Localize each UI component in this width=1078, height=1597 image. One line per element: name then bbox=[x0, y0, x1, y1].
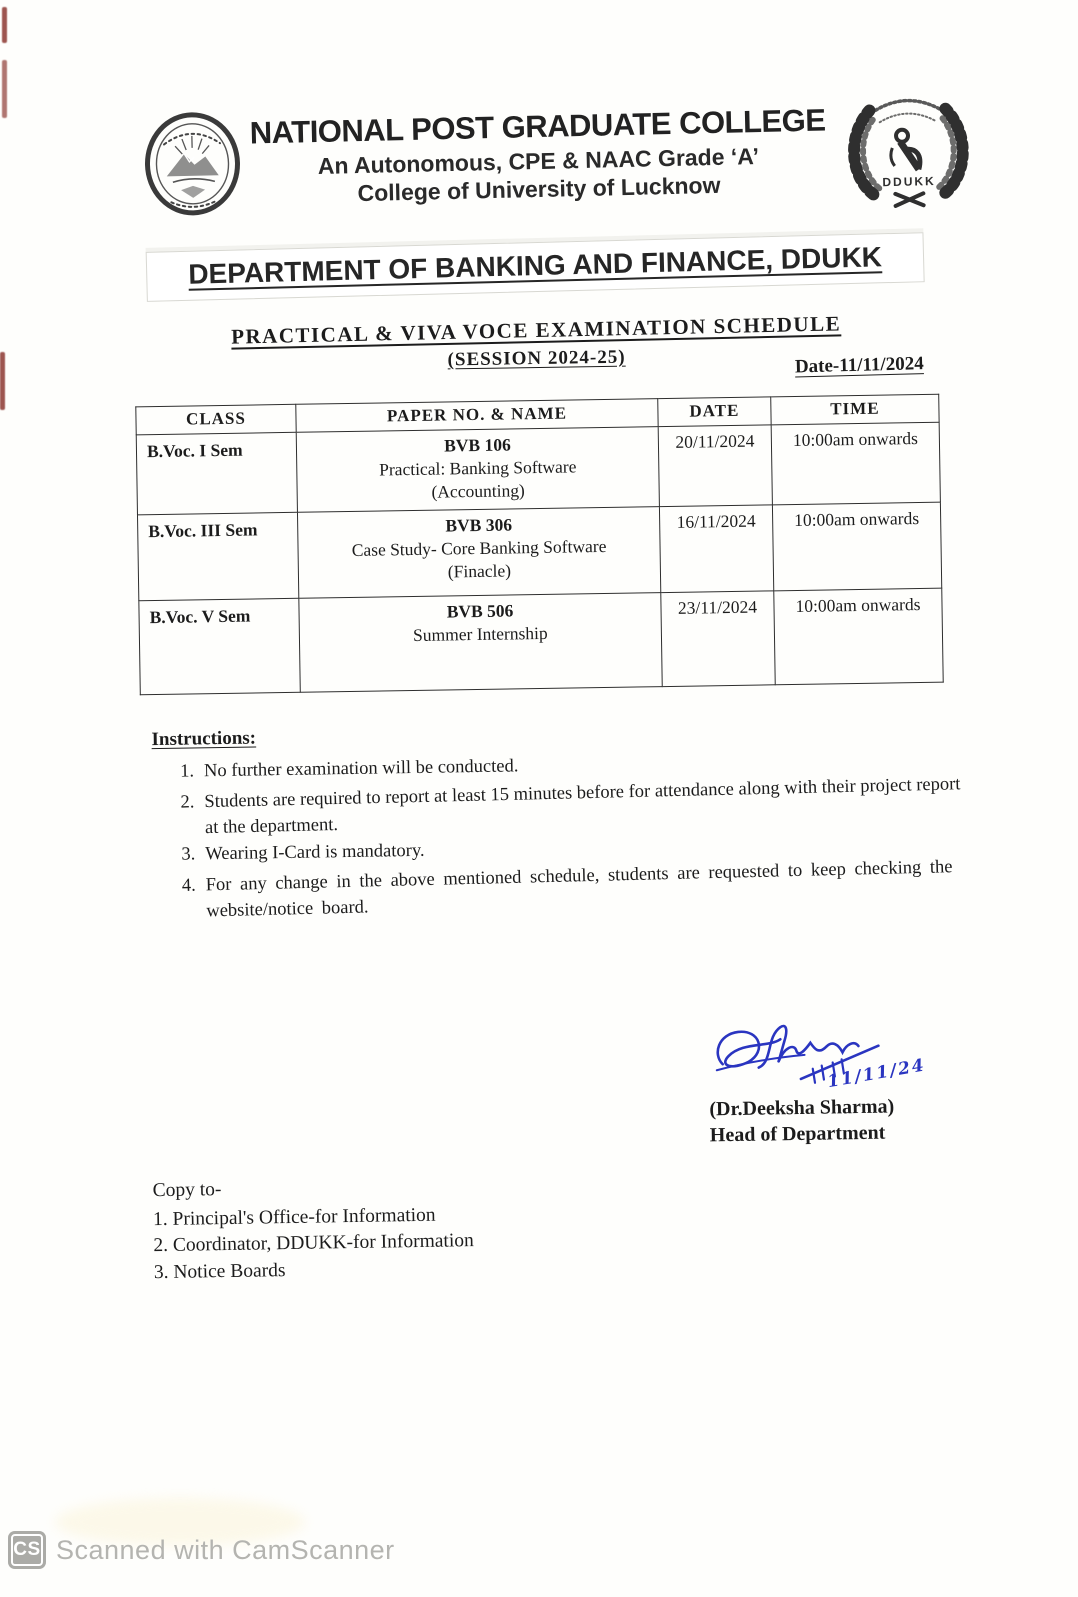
header-time: TIME bbox=[771, 394, 939, 425]
paper-cell bbox=[299, 593, 662, 693]
paper-cell bbox=[297, 507, 660, 599]
header-date: DATE bbox=[658, 397, 771, 427]
copy-to-section bbox=[152, 1163, 1078, 1287]
copy-to-item: 2. Coordinator, DDUKK-for Information bbox=[153, 1230, 474, 1257]
time-cell: 10:00am onwards bbox=[771, 422, 940, 505]
copy-to-item: 3. Notice Boards bbox=[153, 1260, 286, 1284]
instruction-number: 2. bbox=[180, 792, 195, 813]
session-title: (SESSION 2024-25) bbox=[447, 346, 626, 371]
college-title-block bbox=[241, 102, 835, 209]
header-class: CLASS bbox=[136, 404, 296, 435]
college-name: NATIONAL POST GRADUATE COLLEGE bbox=[249, 102, 826, 151]
instruction-text: Students are required to report at least 15 minutes before for attendance along with their project report at the department. bbox=[204, 774, 961, 839]
signature-handwritten-date: 11/11/24 bbox=[825, 1054, 928, 1092]
signature-block bbox=[708, 1014, 970, 1147]
department-title: DEPARTMENT OF BANKING AND FINANCE, DDUKK bbox=[187, 241, 883, 290]
college-seal-icon bbox=[141, 109, 243, 219]
signatory-designation: Head of Department bbox=[709, 1121, 886, 1146]
class-cell: B.Voc. I Sem bbox=[136, 432, 297, 515]
paper-number: BVB 506 bbox=[446, 600, 514, 622]
paper-name: Summer Internship bbox=[412, 622, 548, 645]
paper-note: (Finacle) bbox=[447, 560, 512, 582]
paper-name: Practical: Banking Software bbox=[378, 456, 577, 480]
department-banner-strip bbox=[146, 228, 925, 302]
camscanner-watermark bbox=[8, 1531, 395, 1569]
time-cell: 10:00am onwards bbox=[772, 502, 941, 591]
paper-note: (Accounting) bbox=[431, 480, 525, 502]
instruction-number: 3. bbox=[181, 844, 196, 865]
paper-number: BVB 306 bbox=[445, 514, 513, 536]
paper-number: BVB 106 bbox=[443, 434, 511, 456]
class-cell: B.Voc. V Sem bbox=[139, 598, 300, 695]
paper-cell bbox=[296, 427, 659, 513]
date-cell: 16/11/2024 bbox=[659, 505, 773, 593]
laurel-wreath-ddukk-icon bbox=[833, 82, 984, 213]
instructions-section bbox=[151, 716, 974, 922]
signatory-name: (Dr.Deeksha Sharma) bbox=[709, 1095, 895, 1120]
letterhead bbox=[141, 83, 944, 229]
copy-to-item: 1. Principal's Office-for Information bbox=[152, 1204, 436, 1230]
signature-art bbox=[708, 1014, 939, 1102]
camscanner-text: Scanned with CamScanner bbox=[56, 1534, 395, 1565]
table-row bbox=[139, 588, 943, 695]
wreath-ddukk-text: DDUKK bbox=[881, 173, 936, 190]
table-row bbox=[136, 422, 940, 515]
time-cell: 10:00am onwards bbox=[774, 588, 943, 685]
paper-name: Case Study- Core Banking Software bbox=[351, 535, 607, 560]
copy-to-heading: Copy to- bbox=[152, 1178, 222, 1201]
instruction-number: 4. bbox=[181, 875, 196, 897]
notice-date: Date-11/11/2024 bbox=[794, 353, 924, 378]
exam-schedule-table bbox=[135, 394, 943, 696]
instruction-number: 1. bbox=[179, 761, 195, 782]
table-row bbox=[137, 502, 941, 601]
camscanner-badge-icon: CS bbox=[8, 1531, 46, 1569]
exam-schedule-title: PRACTICAL & VIVA VOCE EXAMINATION SCHEDULE bbox=[230, 311, 842, 349]
instruction-text: No further examination will be conducted. bbox=[203, 756, 519, 782]
date-cell: 23/11/2024 bbox=[661, 591, 775, 687]
instructions-list bbox=[152, 746, 974, 922]
header-paper: PAPER NO. & NAME bbox=[296, 399, 658, 433]
instruction-text: Wearing I-Card is mandatory. bbox=[205, 840, 425, 865]
class-cell: B.Voc. III Sem bbox=[137, 512, 298, 601]
department-banner-box bbox=[146, 232, 925, 302]
date-cell: 20/11/2024 bbox=[658, 425, 772, 507]
college-subtitle-accreditation: An Autonomous, CPE & NAAC Grade ‘A’ bbox=[317, 142, 760, 179]
instruction-text: For any change in the above mentioned schedule, students are requested to keep checking the website/notice board. bbox=[205, 857, 953, 922]
college-subtitle-university: College of University of Lucknow bbox=[357, 171, 721, 207]
instructions-heading: Instructions: bbox=[151, 727, 257, 751]
